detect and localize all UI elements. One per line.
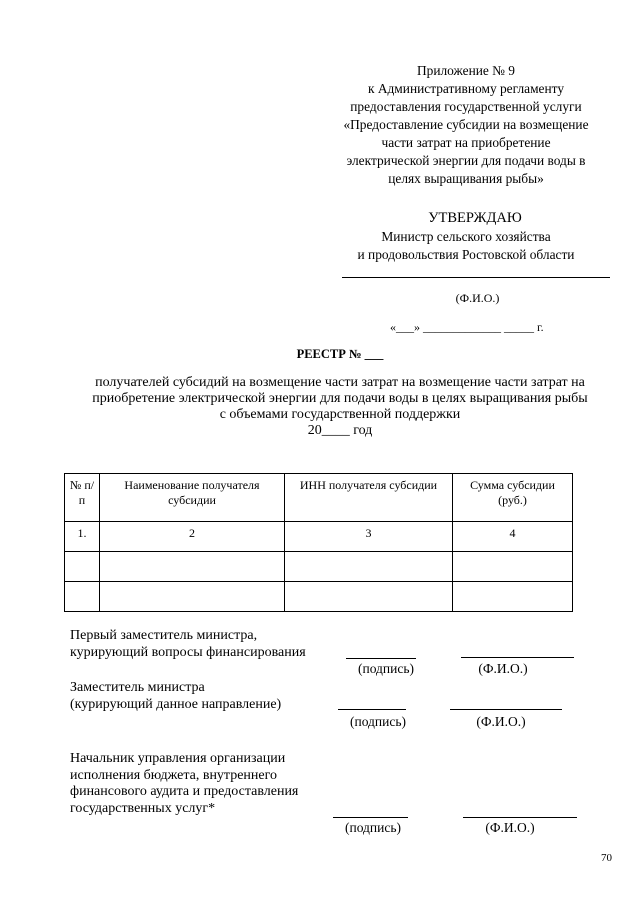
column-header-number: № п/п [65,474,100,522]
deputy-signature-blank [338,709,406,710]
deputy-fio-blank [450,709,562,710]
approval-signature-line [342,277,610,278]
first-deputy-fio-blank [461,657,574,658]
head-fio-blank [463,817,577,818]
approval-position-line1: Министр сельского хозяйства [381,229,551,244]
appendix-line: целях выращивания рыбы» [388,171,544,186]
registry-subtitle-line: получателей субсидий на возмещение части затрат на возмещение части затрат на [95,375,585,390]
column-header-subsidy-amount: Сумма субсидии (руб.) [453,474,573,522]
table-cell [285,582,453,612]
deputy-fio-caption: (Ф.И.О.) [476,714,526,729]
appendix-line: к Административному регламенту [367,81,565,96]
table-cell [100,552,285,582]
first-deputy-line2: курирующий вопросы финансирования [70,644,306,660]
registry-table [64,473,573,612]
approval-position-line2: и продовольствия Ростовской области [357,247,575,262]
table-cell [285,552,453,582]
table-row-empty [65,552,573,582]
table-header-row [65,474,573,522]
appendix-line: предоставления государственной услуги [350,99,582,114]
approval-date-line: «___» _____________ _____ г. [390,320,544,334]
head-fio-caption: (Ф.И.О.) [485,820,535,835]
appendix-line: электрической энергии для подачи воды в [346,153,586,168]
column-number-cell: 4 [453,522,573,552]
column-header-inn: ИНН получателя субсидии [285,474,453,522]
approval-title: УТВЕРЖДАЮ [428,210,522,226]
registry-subtitle [55,375,625,439]
approval-fio-label: (Ф.И.О.) [455,291,500,305]
table-row-column-numbers [65,522,573,552]
head-title [70,751,298,817]
page-number: 70 [601,852,612,864]
head-line2: исполнения бюджета, внутреннего [70,767,278,783]
column-header-recipient-name: Наименование получателя субсидии [100,474,285,522]
head-line3: финансового аудита и предоставления [70,784,299,799]
deputy-title [70,680,281,713]
table-cell [100,582,285,612]
head-line1: Начальник управления организации [70,751,286,766]
registry-title: РЕЕСТР № ___ [296,347,384,361]
deputy-line1: Заместитель министра [70,680,205,695]
first-deputy-signature-blank [346,658,416,659]
first-deputy-fio-caption: (Ф.И.О.) [478,661,528,676]
table-cell [453,582,573,612]
table-row-empty [65,582,573,612]
table-cell [65,582,100,612]
appendix-line: части затрат на приобретение [381,135,551,150]
column-number-cell: 3 [285,522,453,552]
head-signature-blank [333,817,408,818]
column-number-cell: 1. [65,522,100,552]
deputy-line2: (курирующий данное направление) [70,696,282,712]
head-signature-caption: (подпись) [344,820,402,835]
registry-subtitle-line: 20____ год [307,423,373,438]
first-deputy-title [70,628,306,661]
appendix-line: «Предоставление субсидии на возмещение [343,117,589,132]
table-cell [65,552,100,582]
deputy-signature-caption: (подпись) [349,714,407,729]
appendix-line: Приложение № 9 [416,63,516,78]
first-deputy-line1: Первый заместитель министра, [70,628,258,643]
table-cell [453,552,573,582]
appendix-header [325,62,607,188]
registry-subtitle-line: с объемами государственной поддержки [219,407,461,422]
first-deputy-signature-caption: (подпись) [357,661,415,676]
head-line4: государственных услуг* [70,800,216,816]
column-number-cell: 2 [100,522,285,552]
registry-subtitle-line: приобретение электрической энергии для подачи воды в целях выращивания рыбы [92,391,588,406]
